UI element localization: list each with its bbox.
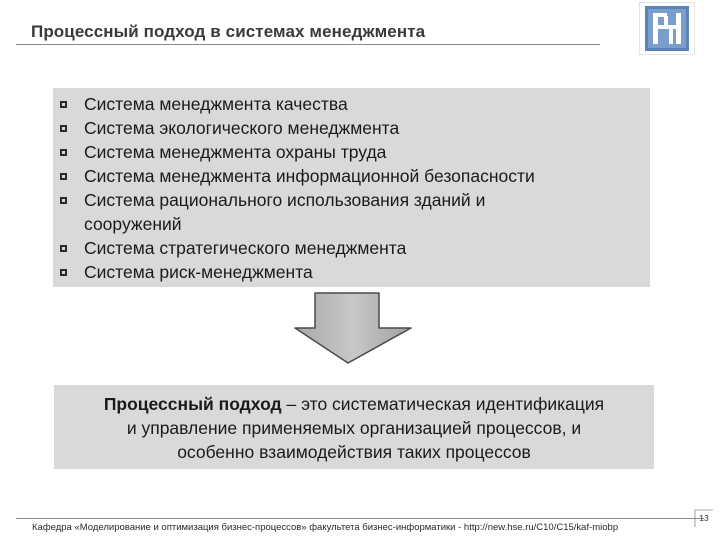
list-item-text: Система риск-менеджмента	[84, 262, 313, 282]
square-bullet-icon	[60, 197, 67, 204]
list-item	[53, 116, 650, 140]
footer-text: Кафедра «Моделирование и оптимизация бизнес-процессов» факультета бизнес-информатики - http://new.hse.ru/C10/C15/kaf-miobp	[32, 522, 619, 533]
systems-list-box	[53, 88, 650, 287]
hse-logo-icon	[639, 2, 695, 55]
definition-rest: – это систематическая идентификация	[281, 394, 605, 414]
page-number-badge	[693, 507, 715, 529]
list-item-text: Система экологического менеджмента	[84, 118, 400, 138]
list-item	[53, 140, 650, 164]
systems-list	[53, 92, 650, 284]
definition-text	[54, 392, 654, 464]
square-bullet-icon	[60, 173, 67, 180]
square-bullet-icon	[60, 269, 67, 276]
list-item-text: Система рационального использования зданий и сооружений	[84, 190, 486, 234]
list-item-text: Система менеджмента информационной безопасности	[84, 166, 535, 186]
down-arrow-icon	[293, 292, 413, 364]
square-bullet-icon	[60, 101, 67, 108]
footer-divider	[16, 518, 704, 519]
list-item	[53, 164, 650, 188]
definition-line-2: и управление применяемых организацией процессов, и	[126, 418, 582, 438]
definition-line-3: особенно взаимодействия таких процессов	[177, 442, 531, 462]
definition-line-1	[54, 392, 654, 416]
list-item	[53, 92, 650, 116]
list-item-text: Система стратегического менеджмента	[84, 238, 407, 258]
list-item	[53, 188, 554, 236]
page-number: 13	[699, 513, 709, 523]
definition-term: Процессный подход	[103, 394, 282, 414]
title-divider	[16, 44, 600, 45]
square-bullet-icon	[60, 125, 67, 132]
slide-title: Процессный подход в системах менеджмента	[31, 22, 426, 41]
definition-box	[54, 385, 654, 469]
square-bullet-icon	[60, 245, 67, 252]
list-item-text: Система менеджмента охраны труда	[84, 142, 387, 162]
list-item	[53, 236, 650, 260]
list-item	[53, 260, 650, 284]
list-item-text: Система менеджмента качества	[84, 94, 348, 114]
square-bullet-icon	[60, 149, 67, 156]
